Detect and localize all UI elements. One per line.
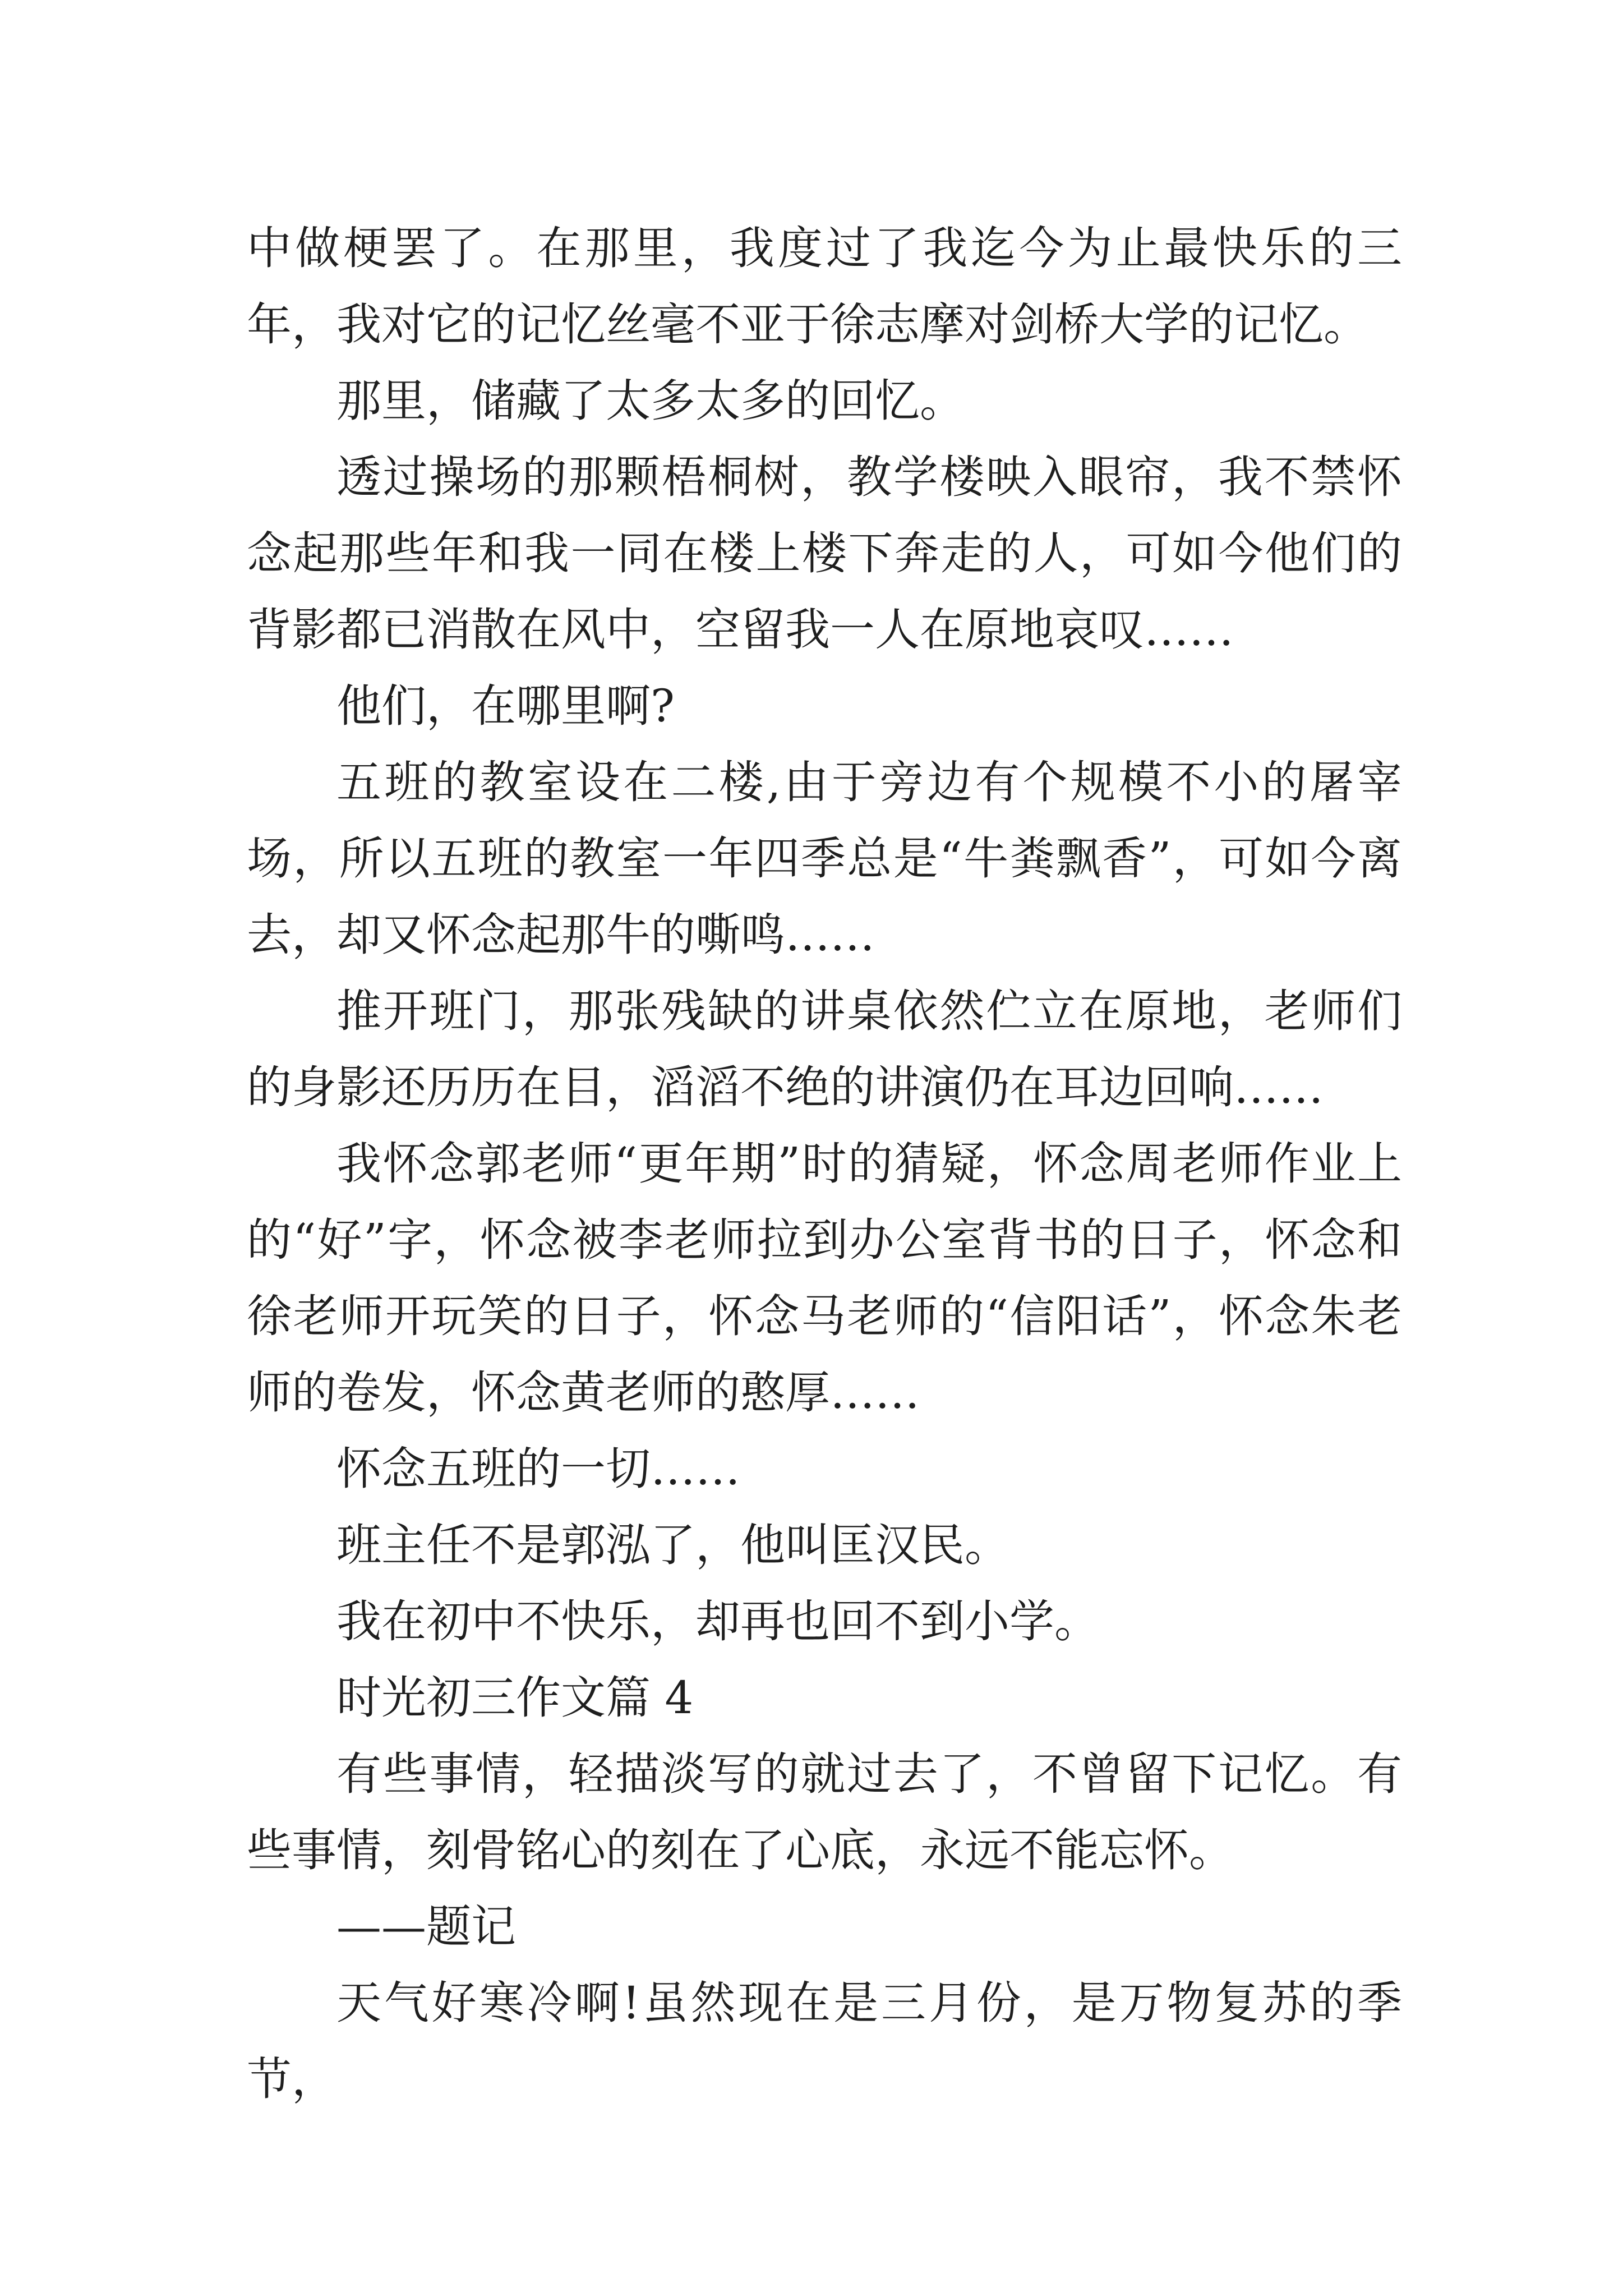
document-body <box>247 210 1402 2118</box>
paragraph: 他们，在哪里啊? <box>336 680 675 732</box>
paragraph: 五班的教室设在二楼,由于旁边有个规模不小的屠宰场，所以五班的教室一年四季总是“牛粪飘香”，可如今离去，却又怀念起那牛的嘶鸣…… <box>247 756 1402 961</box>
paragraph: 透过操场的那颗梧桐树，教学楼映入眼帘，我不禁怀念起那些年和我一同在楼上楼下奔走的人，可如今他们的背影都已消散在风中，空留我一人在原地哀叹…… <box>247 451 1402 656</box>
paragraph: 怀念五班的一切…… <box>336 1443 740 1495</box>
paragraph: 推开班门，那张残缺的讲桌依然伫立在原地，老师们的身影还历历在目，滔滔不绝的讲演仍在耳边回响…… <box>247 985 1402 1114</box>
paragraph: 有些事情，轻描淡写的就过去了，不曾留下记忆。有些事情，刻骨铭心的刻在了心底，永远不能忘怀。 <box>247 1748 1402 1876</box>
paragraph: 那里，储藏了太多太多的回忆。 <box>336 375 965 427</box>
paragraph-continued: 中做梗罢了。在那里，我度过了我迄今为止最快乐的三年，我对它的记忆丝毫不亚于徐志摩对剑桥大学的记忆。 <box>247 222 1402 351</box>
section-heading: 时光初三作文篇 4 <box>336 1672 694 1724</box>
paragraph: 我在初中不快乐，却再也回不到小学。 <box>336 1595 1099 1648</box>
epigraph-attribution: ——题记 <box>336 1901 516 1953</box>
paragraph: 班主任不是郭泓了，他叫匡汉民。 <box>336 1519 1009 1571</box>
paragraph: 我怀念郭老师“更年期”时的猜疑，怀念周老师作业上的“好”字，怀念被李老师拉到办公室背书的日子，怀念和徐老师开玩笑的日子，怀念马老师的“信阳话”，怀念朱老师的卷发，怀念黄老师的憨厚…… <box>247 1138 1402 1419</box>
paragraph: 天气好寒冷啊!虽然现在是三月份，是万物复苏的季节， <box>247 1977 1402 2105</box>
